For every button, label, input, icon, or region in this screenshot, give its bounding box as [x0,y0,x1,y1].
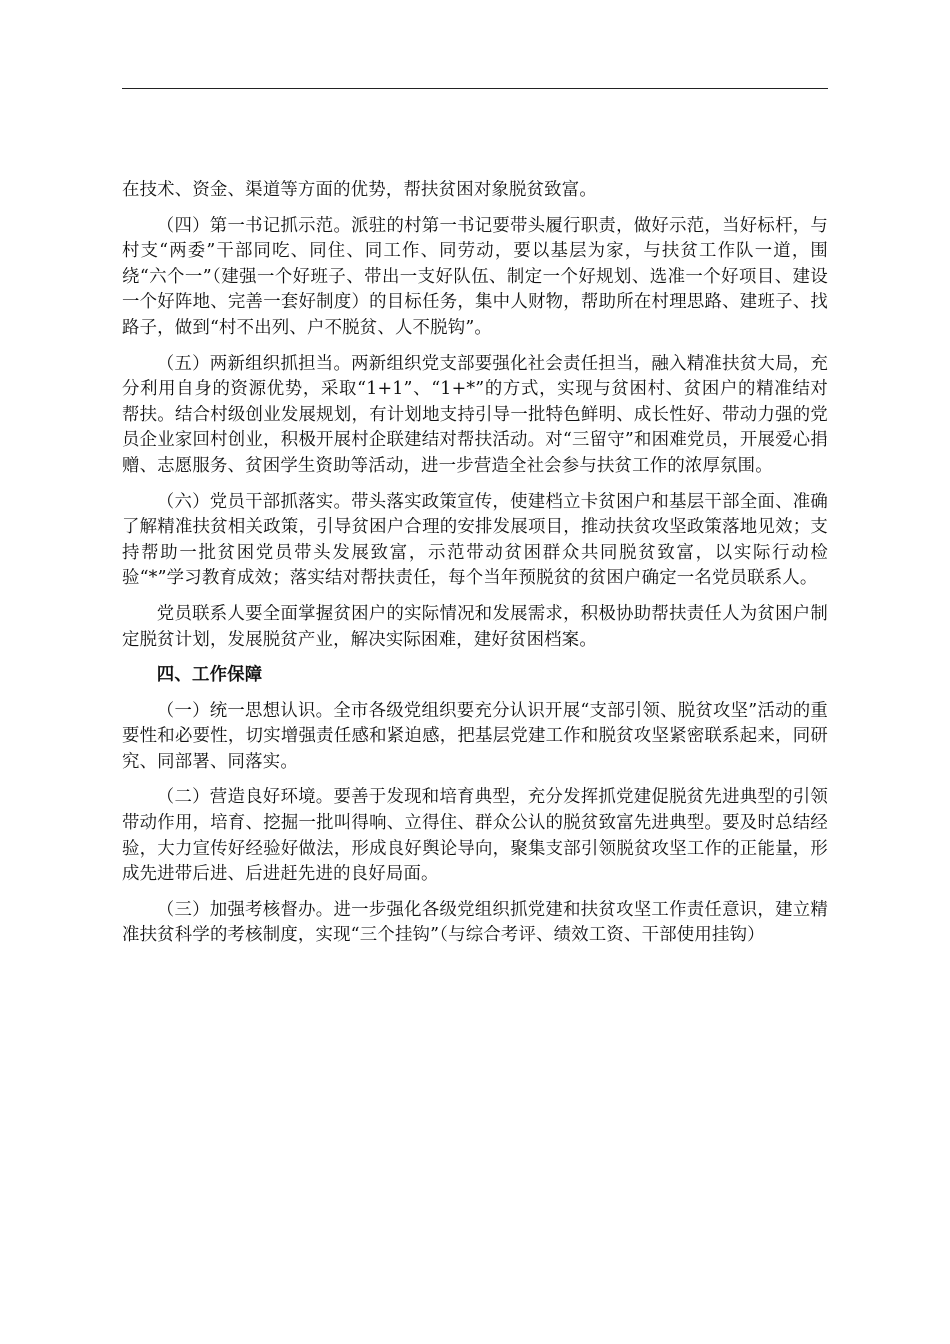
paragraph-good-environment: （二）营造良好环境。要善于发现和培育典型，充分发挥抓党建促脱贫先进典型的引领带动作用，培育、挖掘一批叫得响、立得住、群众公认的脱贫致富先进典型。要及时总结经验，大力宣传好经验好做法，形成良好舆论导向，聚集支部引领脱贫攻坚工作的正能量，形成先进带后进、后进赶先进的良好局面。 [122,787,828,885]
section-heading-work-guarantee: 四、工作保障 [156,665,263,686]
paragraph-party-cadres: （六）党员干部抓落实。带头落实政策宣传，使建档立卡贫困户和基层干部全面、准确了解精准扶贫相关政策，引导贫困户合理的安排发展项目，推动扶贫攻坚政策落地见效；支持帮助一批贫困党员带头发展致富，示范带动贫困群众共同脱贫致富，以实际行动检验“*”学习教育成效；落实结对帮扶责任，每个当年预脱贫的贫困户确定一名党员联系人。 [122,491,828,589]
paragraph-new-organizations: （五）两新组织抓担当。两新组织党支部要强化社会责任担当，融入精准扶贫大局，充分利用自身的资源优势，采取“1+1”、“1+*”的方式，实现与贫困村、贫困户的精准结对帮扶。结合村级创业发展规划，有计划地支持引导一批特色鲜明、成长性好、带动力强的党员企业家回村创业，积极开展村企联建结对帮扶活动。对“三留守”和困难党员，开展爱心捐赠、志愿服务、贫困学生资助等活动，进一步营造全社会参与扶贫工作的浓厚氛围。 [122,353,828,476]
paragraph-assessment: （三）加强考核督办。进一步强化各级党组织抓党建和扶贫攻坚工作责任意识，建立精准扶贫科学的考核制度，实现“三个挂钩”（与综合考评、绩效工资、干部使用挂钩） [122,899,828,946]
header-rule [122,88,828,89]
paragraph-first-secretary: （四）第一书记抓示范。派驻的村第一书记要带头履行职责，做好示范，当好标杆，与村支“两委”干部同吃、同住、同工作、同劳动，要以基层为家，与扶贫工作队一道，围绕“六个一”（建强一个好班子、带出一支好队伍、制定一个好规划、选准一个好项目、建设一个好阵地、完善一套好制度）的目标任务，集中人财物，帮助所在村理思路、建班子、找路子，做到“村不出列、户不脱贫、人不脱钩”。 [122,215,828,338]
paragraph-unify-thinking: （一）统一思想认识。全市各级党组织要充分认识开展“支部引领、脱贫攻坚”活动的重要性和必要性，切实增强责任感和紧迫感，把基层党建工作和脱贫攻坚紧密联系起来，同研究、同部署、同落实。 [122,700,828,772]
paragraph-party-contacts: 党员联系人要全面掌握贫困户的实际情况和发展需求，积极协助帮扶责任人为贫困户制定脱贫计划，发展脱贫产业，解决实际困难，建好贫困档案。 [122,603,828,650]
paragraph-continuation: 在技术、资金、渠道等方面的优势，帮扶贫困对象脱贫致富。 [122,180,597,200]
document-body [122,178,828,959]
